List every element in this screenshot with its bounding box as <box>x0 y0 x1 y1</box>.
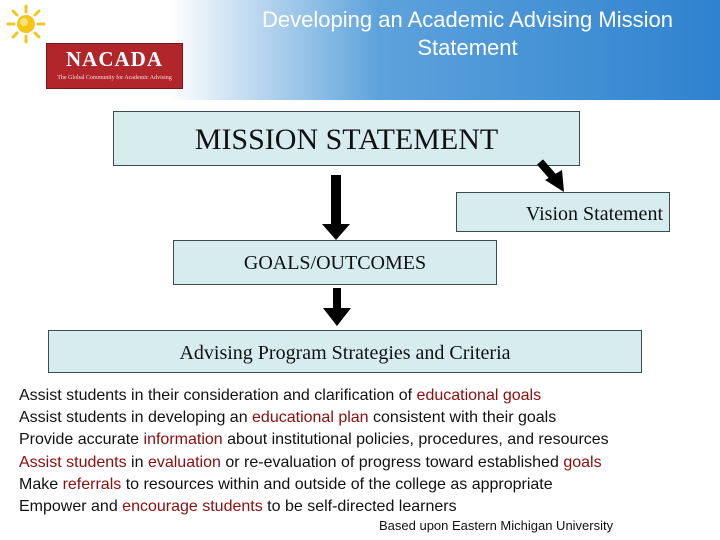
strategy-list <box>19 385 709 518</box>
mission-statement-box: MISSION STATEMENT <box>113 111 580 166</box>
logo-name: NACADA <box>66 47 163 71</box>
strategy-item: Assist students in evaluation or re-evaluation of progress toward established goals <box>19 453 602 471</box>
strategy-item: Assist students in developing an educational plan consistent with their goals <box>19 409 557 427</box>
vision-statement-box: Vision Statement <box>456 192 670 232</box>
goals-to-strategies-arrow <box>323 288 351 326</box>
strategy-item: Empower and encourage students to be self-directed learners <box>19 498 457 516</box>
slide-title: Developing an Academic Advising Mission Statement <box>262 7 673 60</box>
goals-outcomes-box: GOALS/OUTCOMES <box>173 240 497 285</box>
strategy-item: Make referrals to resources within and outside of the college as appropriate <box>19 475 553 493</box>
mission-to-goals-arrow <box>322 175 350 240</box>
logo-tagline: The Global Community for Academic Advising <box>57 75 172 81</box>
mission-to-vision-arrow <box>540 162 564 192</box>
source-note: Based upon Eastern Michigan University <box>379 518 614 533</box>
strategy-item: Provide accurate information about institutional policies, procedures, and resources <box>19 431 609 449</box>
strategies-box: Advising Program Strategies and Criteria <box>48 330 642 373</box>
strategy-item: Assist students in their consideration and clarification of educational goals <box>19 387 542 404</box>
